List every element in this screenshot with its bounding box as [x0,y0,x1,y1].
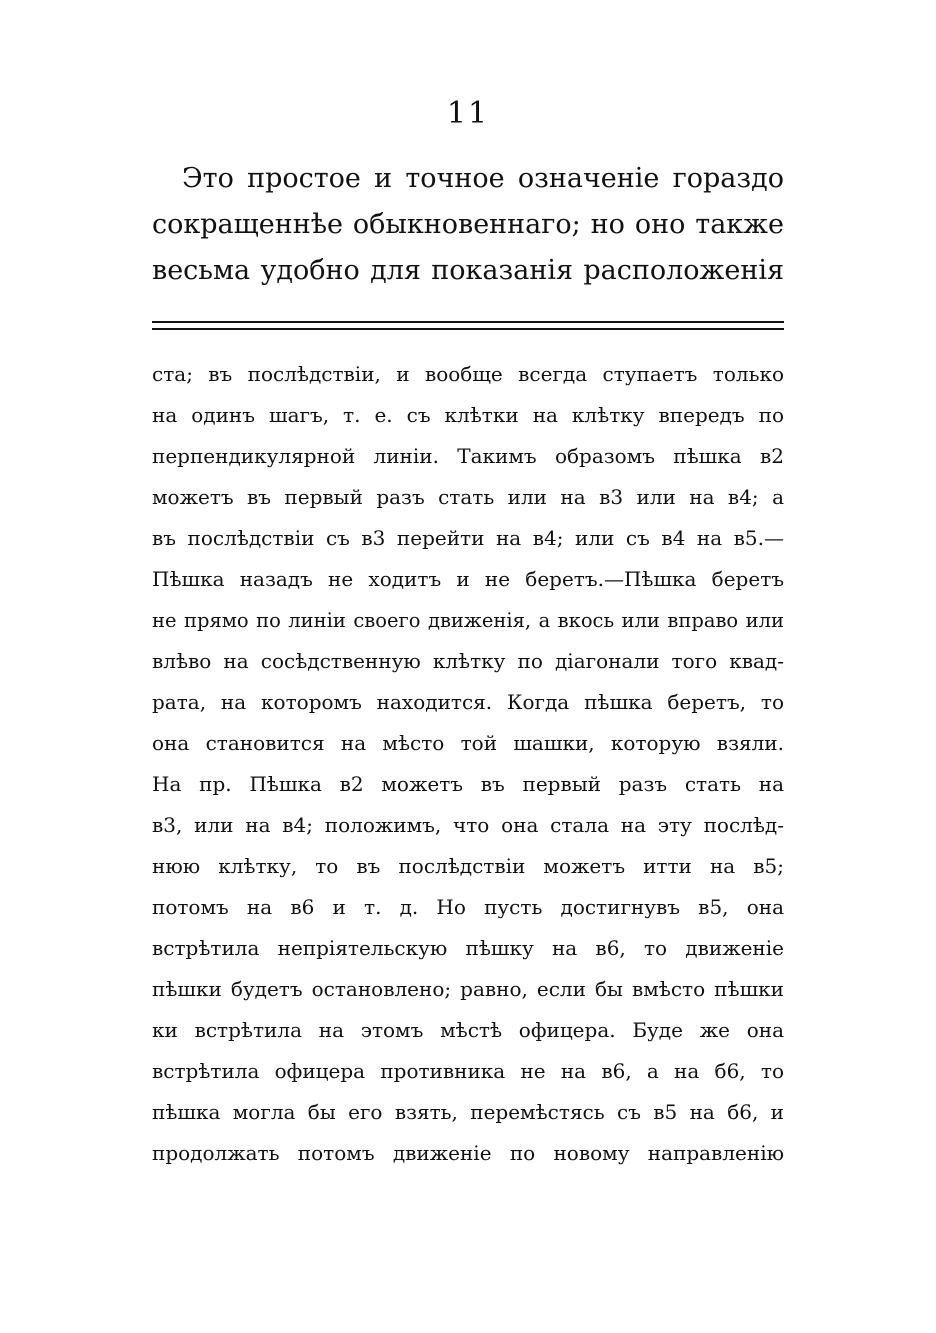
footnote-line: на одинъ шагъ, т. е. съ клѣтки на клѣтку впередъ по [152,403,784,427]
footnote-line: пѣшки будетъ остановлено; равно, если бы вмѣсто пѣшки [152,977,784,1001]
footnote-line: Пѣшка назадъ не ходитъ и не беретъ.—Пѣшка беретъ [152,567,784,591]
footnote-line: продолжать потомъ движеніе по новому направленію [152,1141,784,1165]
footnote-line: она становится на мѣсто той шашки, которую взяли. [152,731,784,755]
main-paragraph [152,156,784,294]
footnote-line: встрѣтила непріятельскую пѣшку на в6, то движеніе [152,936,784,960]
footnote-line: перпендикулярной линіи. Такимъ образомъ пѣшка в2 [152,444,784,468]
page-number: 11 [446,96,490,131]
footnote-line: встрѣтила офицера противника не на в6, а на б6, то [152,1059,784,1083]
footnote-divider-rule [152,321,784,323]
footnote-line: ки встрѣтила на этомъ мѣстѣ офицера. Буде же она [152,1018,784,1042]
footnote-line: ста; въ послѣдствіи, и вообще всегда ступаетъ только [152,362,784,386]
footnote-line: рата, на которомъ находится. Когда пѣшка беретъ, то [152,690,784,714]
footnote-line: въ послѣдствіи съ в3 перейти на в4; или съ в4 на в5.— [152,526,784,550]
footnote-line: влѣво на сосѣдственную клѣтку по діагонали того квад- [152,649,784,673]
footnote-block [152,354,784,1174]
footnote-line: пѣшка могла бы его взять, перемѣстясь съ в5 на б6, и [152,1100,784,1124]
footnote-line: не прямо по линіи своего движенія, а вкось или вправо или [152,609,784,632]
footnote-line: На пр. Пѣшка в2 можетъ въ первый разъ стать на [152,772,784,796]
main-paragraph-line: сокращеннѣе обыкновеннаго; но оно также [152,209,784,240]
footnote-line: потомъ на в6 и т. д. Но пусть достигнувъ в5, она [152,895,784,919]
main-paragraph-line: весьма удобно для показанія расположенія [152,255,784,286]
main-paragraph-line: Это простое и точное означеніе гораздо [182,163,784,194]
footnote-line: нюю клѣтку, то въ послѣдствіи можетъ итти на в5; [152,854,784,878]
footnote-line: в3, или на в4; положимъ, что она стала на эту послѣд- [152,813,784,837]
footnote-line: можетъ въ первый разъ стать или на в3 или на в4; а [152,485,784,509]
footnote-divider-rule [152,328,784,330]
